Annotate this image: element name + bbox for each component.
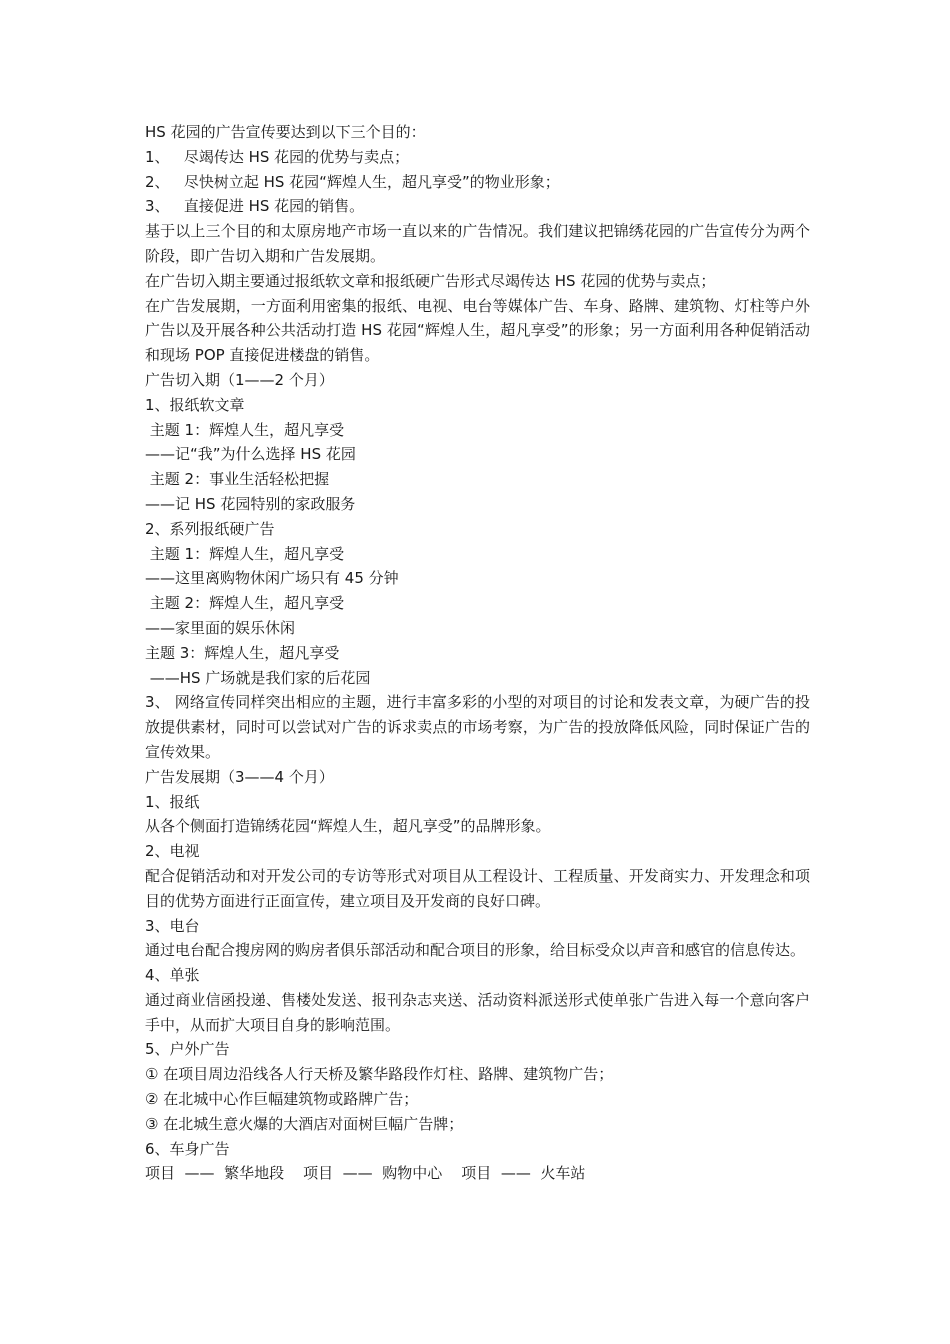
paragraph-line: 通过商业信函投递、售楼处发送、报刊杂志夹送、活动资料派送形式使单张广告进入每一个意向客户手中，从而扩大项目自身的影响范围。 xyxy=(145,990,810,1034)
paragraph-line: 基于以上三个目的和太原房地产市场一直以来的广告情况。我们建议把锦绣花园的广告宣传分为两个阶段，即广告切入期和广告发展期。 xyxy=(145,222,810,265)
paragraph-line: 4、单张 xyxy=(145,966,200,985)
paragraph-line: 主题 2：辉煌人生，超凡享受 xyxy=(145,594,345,613)
paragraph-line: 主题 3：辉煌人生，超凡享受 xyxy=(145,643,340,662)
paragraph-line: 5、户外广告 xyxy=(145,1040,230,1059)
paragraph-line: 3、 直接促进 HS 花园的销售。 xyxy=(145,197,365,216)
paragraph-line: 配合促销活动和对开发公司的专访等形式对项目从工程设计、工程质量、开发商实力、开发理念和项目的优势方面进行正面宣传，建立项目及开发商的良好口碑。 xyxy=(145,866,810,910)
paragraph-line: 从各个侧面打造锦绣花园“辉煌人生，超凡享受”的品牌形象。 xyxy=(145,817,551,836)
paragraph-line: 2、电视 xyxy=(145,842,200,861)
paragraph-line: 1、报纸 xyxy=(145,792,200,811)
paragraph-line: ——记“我”为什么选择 HS 花园 xyxy=(145,445,356,464)
paragraph-line: 2、 尽快树立起 HS 花园“辉煌人生，超凡享受”的物业形象； xyxy=(145,172,560,191)
document-body xyxy=(145,120,810,1186)
paragraph-line: 在广告切入期主要通过报纸软文章和报纸硬广告形式尽竭传达 HS 花园的优势与卖点； xyxy=(145,271,716,290)
paragraph-line: 6、车身广告 xyxy=(145,1139,230,1158)
paragraph-line: ③ 在北城生意火爆的大酒店对面树巨幅广告牌； xyxy=(145,1114,464,1133)
paragraph-line: ——这里离购物休闲广场只有 45 分钟 xyxy=(145,569,399,588)
paragraph-line: ② 在北城中心作巨幅建筑物或路牌广告； xyxy=(145,1090,419,1109)
paragraph-line: 3、 网络宣传同样突出相应的主题，进行丰富多彩的小型的对项目的讨论和发表文章，为硬广告的投放提供素材，同时可以尝试对广告的诉求卖点的市场考察，为广告的投放降低风险，同时保证广告的宣传效果。 xyxy=(145,693,810,761)
paragraph-line: ——HS 广场就是我们家的后花园 xyxy=(145,668,371,687)
paragraph-line: 2、系列报纸硬广告 xyxy=(145,519,275,538)
paragraph-line: 主题 1：辉煌人生，超凡享受 xyxy=(145,420,345,439)
paragraph-line: ——家里面的娱乐休闲 xyxy=(145,618,296,637)
paragraph-line: 主题 2：事业生活轻松把握 xyxy=(145,470,330,489)
paragraph-line: 1、 尽竭传达 HS 花园的优势与卖点； xyxy=(145,147,410,166)
paragraph-line: 项目 —— 繁华地段 项目 —— 购物中心 项目 —— 火车站 xyxy=(145,1164,586,1183)
paragraph-line: 主题 1：辉煌人生，超凡享受 xyxy=(145,544,345,563)
paragraph-line: 通过电台配合搜房网的购房者俱乐部活动和配合项目的形象，给目标受众以声音和感官的信息传达。 xyxy=(145,941,806,960)
paragraph-line: ——记 HS 花园特别的家政服务 xyxy=(145,494,356,513)
paragraph-line: 3、电台 xyxy=(145,916,200,935)
paragraph-line: HS 花园的广告宣传要达到以下三个目的： xyxy=(145,123,426,141)
paragraph-line: 在广告发展期，一方面利用密集的报纸、电视、电台等媒体广告、车身、路牌、建筑物、灯柱等户外广告以及开展各种公共活动打造 HS 花园“辉煌人生，超凡享受”的形象；另一方面利用各种促销活动和现场 POP 直接促进楼盘的销售。 xyxy=(145,296,810,365)
paragraph-line: 1、报纸软文章 xyxy=(145,395,245,414)
paragraph-line: 广告发展期（3——4 个月） xyxy=(145,767,334,786)
paragraph-line: 广告切入期（1——2 个月） xyxy=(145,370,334,389)
paragraph-line: ① 在项目周边沿线各人行天桥及繁华路段作灯柱、路牌、建筑物广告； xyxy=(145,1065,614,1084)
